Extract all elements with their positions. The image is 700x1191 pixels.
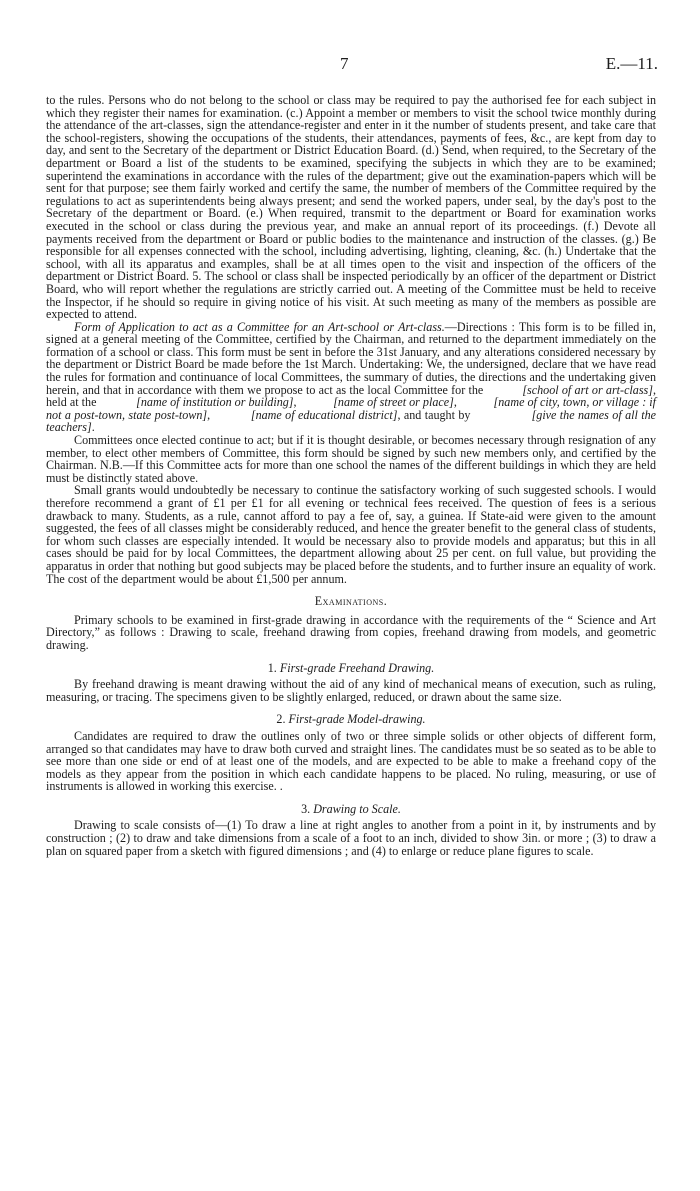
section-2-title: First-grade Model-drawing. bbox=[288, 712, 426, 727]
body-text bbox=[46, 94, 656, 857]
examinations-intro: Primary schools to be examined in first-grade drawing in accordance with the requirements of the “ Science and Art Directory,” as follows : Drawing to scale, freehand drawing from copies, freehand drawing from models, and geometric drawing. bbox=[46, 612, 656, 652]
section-1-title: First-grade Freehand Drawing. bbox=[279, 660, 435, 675]
page-header bbox=[0, 54, 700, 82]
section-3-text: Drawing to scale consists of—(1) To draw a line at right angles to another from a point in it, by instruments and by construction ; (2) to draw and take dimensions from a scale of a foot to an inch, divided to show 3in. or more ; (3) to draw a plan on squared paper from a sketch with figured dimensions ; and (4) to enlarge or reduce plane figures to scale. bbox=[46, 818, 656, 858]
form-text-comma-1: , bbox=[293, 395, 297, 410]
document-reference: E.—11. bbox=[605, 54, 658, 73]
blank-school-name: [school of art or art-class] bbox=[522, 382, 653, 397]
section-3-number: 3. bbox=[301, 801, 311, 816]
paragraph-small-grants: Small grants would undoubtedly be necessary to continue the satisfactory working of such suggested schools. I would therefore recommend a grant of £1 per £1 for all evening or technical fees received. The question of fees is a serious drawback to many. Students, as a rule, cannot afford to pay a fee of, say, a guinea. If State-aid were given to the amount suggested, the fees of all classes might be considerably reduced, and hence the greater benefit to the general class of students, for whom such classes are especially intended. It would be necessary also to provide models and apparatus; but this in all cases should be paid for by local Committees, the department allowing about 25 per cent. on full value, but providing the apparatus in order that nothing but good subjects may be placed before the students, and to further insure an equality of work. The cost of the department would be about £1,500 per annum. bbox=[46, 483, 656, 586]
blank-institution: [name of institution or building] bbox=[136, 395, 294, 410]
examinations-heading: Examinations. bbox=[314, 594, 388, 609]
form-text-comma-2: , bbox=[453, 395, 457, 410]
blank-district: [name of educational district] bbox=[250, 407, 398, 422]
page-number: 7 bbox=[340, 54, 349, 73]
paragraph-committee-continuation: Committees once elected continue to act; but if it is thought desirable, or becomes necessary through resignation of any member, to elect other members of Committee, this form should be signed by such new members only, and certified by the Chairman. N.B.—If this Committee acts for more than one school the names of the different buildings in which they are held must be distinctly stated above. bbox=[46, 433, 656, 485]
form-text-held-at: , held at the bbox=[46, 382, 656, 410]
form-text-comma-3: , bbox=[207, 407, 211, 422]
section-1-text: By freehand drawing is meant drawing without the aid of any kind of mechanical means of execution, such as ruling, measuring, or tracing. The specimens given to be slightly enlarged, reduced, or drawn about the same size. bbox=[46, 677, 656, 704]
section-2-number: 2. bbox=[276, 712, 286, 727]
section-1-heading bbox=[46, 662, 656, 675]
section-2-text: Candidates are required to draw the outlines only of two or three simple solids or other objects of different form, arranged so that candidates may have to draw both curved and straight lines. The candidates must be so seated as to be able to see more than one side or end of at least one of the models, and are expected to be able to make a freehand copy of the models as they appear from the position in which each candidate happens to be placed. No ruling, measuring, or use of instruments is allowed in working this exercise. . bbox=[46, 728, 656, 794]
form-text-end: . bbox=[91, 420, 95, 435]
section-1-number: 1. bbox=[267, 660, 277, 675]
section-2-heading bbox=[46, 713, 656, 726]
paragraph-committee-duties: to the rules. Persons who do not belong to the school or class may be required to pay the authorised fee for each subject in which they register their names for examination. (c.) Appoint a member or members to visit the school twice monthly during the attendance of the art-classes, sign the attendance-register and enter in it the number of students present, and take care that the school-registers, showing the occupations of the students, their attendances, payments of fees, &c., are kept from day to day, and sent to the Secretary of the department or District Education Board. (d.) Send, when required, to the Secretary of the department or Board a list of the students to be examined, specifying the subjects in which they are to be examined; superintend the examinations in accordance with the rules of the department; give out the examination-papers which will be sent for that purpose; see them fairly worked and certify the same, the number of members of the Committee required by the regulations to act as superintendents being always present; and send the worked papers, under seal, by the day's post to the Secretary of the department or Board. (e.) When required, transmit to the department or Board for examination works executed in the school or class during the previous year, and make an annual report of its proceedings. (f.) Devote all payments received from the department or Board or public bodies to the maintenance and instruction of the classes. (g.) Be responsible for all expenses connected with the school, including advertising, lighting, cleaning, &c. (h.) Undertake that the school, with all its apparatus and examples, shall be at all times open to the visit and inspection of the officers of the department or District Board. 5. The school or class shall be inspected periodically by an officer of the department or District Board, who will report whether the regulations are strictly carried out. A meeting of the Committee must be held to receive the Inspector, if he should so require in giving notice of his visit. At such meeting as many of the members as possible are expected to attend. bbox=[46, 93, 656, 322]
paragraph-application-form bbox=[46, 321, 656, 434]
blank-city: [name of city, town, or village : if not a post-town, state post-town] bbox=[46, 395, 656, 422]
application-form-heading: Form of Application to act as a Committee for an Art-school or Art-class. bbox=[74, 319, 445, 334]
application-form-intro: —Directions : This form is to be filled in, signed at a general meeting of the Committee, certified by the Chairman, and returned to the department immediately on the formation of a school or class. This form must be sent in before the 31st January, and any alterations considered necessary by the department or District Board be made before the 1st March. Undertaking: We, the undersigned, declare that we have read the rules for formation and continuance of local Committees, the summary of duties, the directions and the undertaking given herein, and that in accordance with them we propose to act as the local Committee for the bbox=[46, 319, 656, 397]
form-text-taught-by: , and taught by bbox=[397, 407, 471, 422]
section-3-heading bbox=[46, 803, 656, 816]
section-3-title: Drawing to Scale. bbox=[313, 801, 401, 816]
blank-teachers: [give the names of all the teachers] bbox=[46, 407, 657, 435]
blank-street: [name of street or place] bbox=[333, 395, 454, 410]
